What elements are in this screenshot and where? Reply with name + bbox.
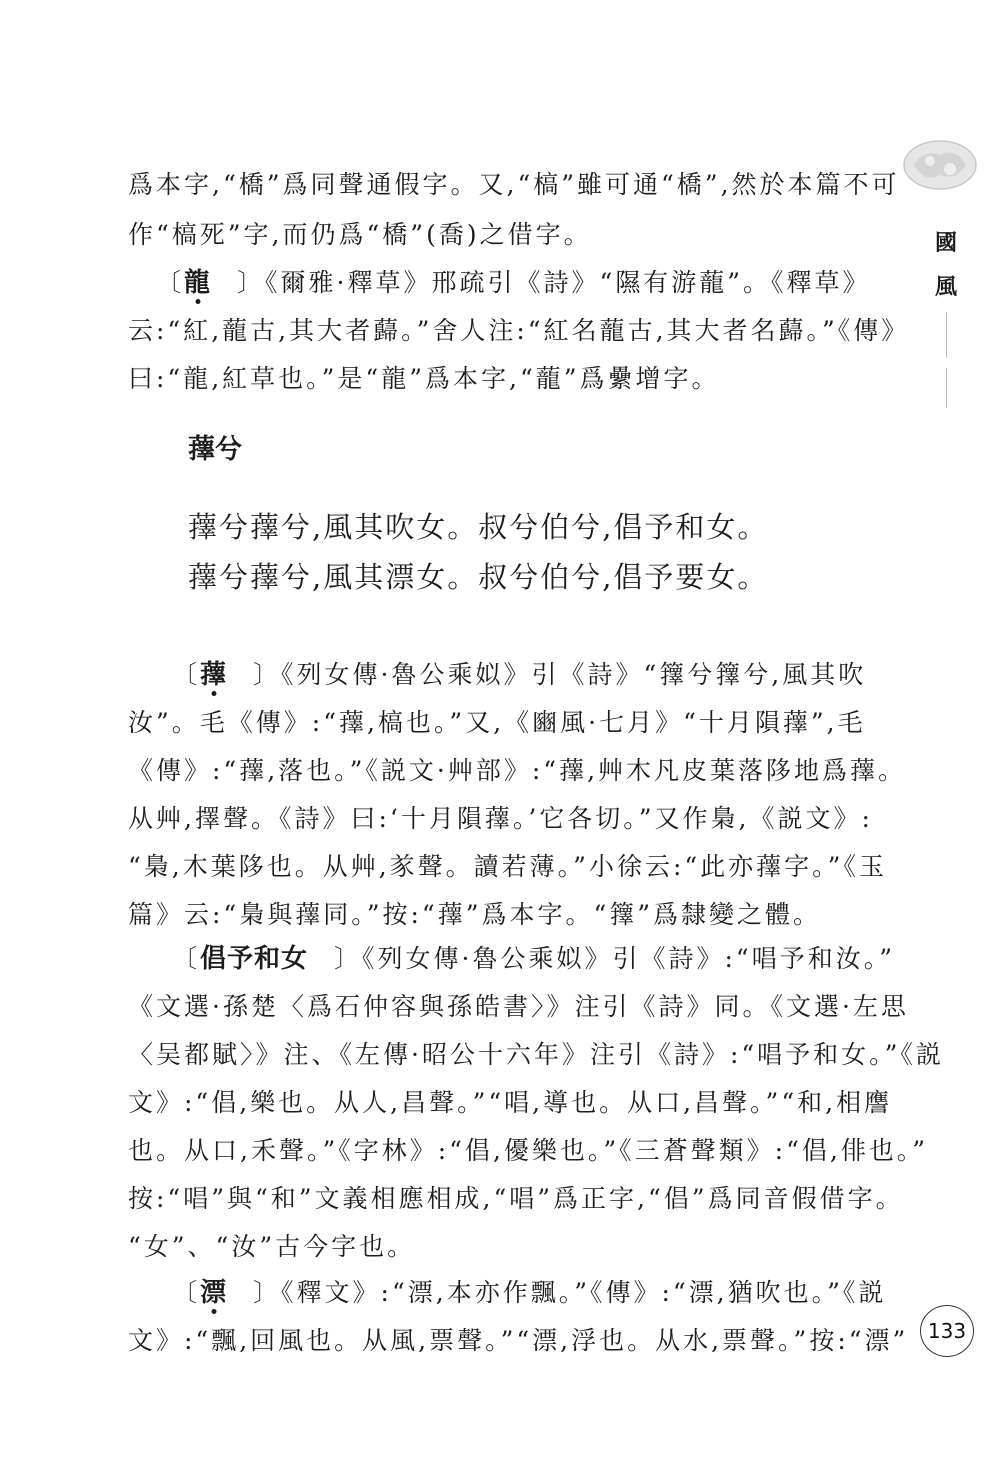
text-line: 云:“紅,蘢古,其大者蘬。”舍人注:“紅名蘢古,其大者名蘬。”《傳》 (128, 316, 910, 345)
entry-head: 龍 (184, 268, 211, 298)
side-section-title (928, 222, 964, 310)
text-line: “女”、“汝”古今字也。 (128, 1232, 416, 1261)
text-line: 文》:“飄,回風也。从風,票聲。”“漂,浮也。从水,票聲。”按:“漂” (128, 1326, 909, 1355)
entry-first-line: 〔蘀 〕《列女傳·魯公乘姒》引《詩》“籜兮籜兮,風其吹 (172, 658, 932, 692)
text-line: “梟,木葉陊也。从艸,㒸聲。讀若薄。”小徐云:“此亦蘀字。”《玉 (128, 852, 887, 881)
entry-head: 倡予和女 (200, 944, 309, 974)
text-line: 文》:“倡,樂也。从人,昌聲。”“唱,導也。从口,昌聲。”“和,相譍 (128, 1088, 893, 1117)
side-rule (946, 368, 947, 408)
text-line: 篇》云:“梟與蘀同。”按:“蘀”爲本字。“籜”爲隸變之體。 (128, 900, 822, 929)
entry-first-line: 〔漂 〕《釋文》:“漂,本亦作飄。”《傳》:“漂,猶吹也。”《説 (172, 1276, 932, 1310)
text-line: 〈吴都賦〉》注、《左傳·昭公十六年》注引《詩》:“唱予和女。”《説 (128, 1040, 944, 1069)
section-title: 蘀兮 (188, 434, 242, 465)
seal-ornament (900, 135, 980, 195)
text-line: 汝”。毛《傳》:“蘀,槁也。”又,《豳風·七月》“十月隕蘀”,毛 (128, 708, 866, 737)
text-line: 也。从口,禾聲。”《字林》:“倡,優樂也。”《三蒼聲類》:“倡,俳也。” (128, 1136, 929, 1165)
entry-text: 《釋文》:“漂,本亦作飄。”《傳》:“漂,猶吹也。”《説 (281, 1278, 887, 1307)
poem-line: 蘀兮蘀兮,風其漂女。叔兮伯兮,倡予要女。 (188, 560, 769, 594)
entry-head: 漂 (200, 1278, 227, 1308)
text-line: 从艸,擇聲。《詩》曰:‘十月隕蘀。’它各切。”又作梟,《説文》: (128, 804, 873, 833)
entry-text: 《列女傳·魯公乘姒》引《詩》“籜兮籜兮,風其吹 (281, 660, 867, 689)
emphasis-dot (195, 299, 200, 304)
text-line: 《文選·孫楚〈爲石仲容與孫皓書〉》注引《詩》同。《文選·左思 (128, 992, 909, 1021)
side-title-char-1: 國 (934, 231, 957, 256)
text-line: 《傳》:“蘀,落也。”《説文·艸部》:“蘀,艸木凡皮葉落陊地爲蘀。 (128, 756, 907, 785)
text-line: 按:“唱”與“和”文義相應相成,“唱”爲正字,“倡”爲同音假借字。 (128, 1184, 904, 1213)
entry-text: 《列女傳·魯公乘姒》引《詩》:“唱予和汝。” (362, 944, 895, 973)
entry-first-line: 〔倡予和女 〕《列女傳·魯公乘姒》引《詩》:“唱予和汝。” (172, 944, 895, 974)
page-number: 133 (920, 1305, 974, 1357)
text-line: 作“槁死”字,而仍爲“橋”(喬)之借字。 (128, 220, 592, 249)
emphasis-dot (211, 691, 216, 696)
entry-first-line: 〔龍 〕《爾雅·釋草》邢疏引《詩》“隰有游蘢”。《釋草》 (156, 266, 916, 300)
emphasis-dot (211, 1309, 216, 1314)
poem-line: 蘀兮蘀兮,風其吹女。叔兮伯兮,倡予和女。 (188, 510, 769, 544)
text-line: 爲本字,“橋”爲同聲通假字。又,“槁”雖可通“橋”,然於本篇不可 (128, 170, 900, 199)
text-line: 曰:“龍,紅草也。”是“龍”爲本字,“蘢”爲纍增字。 (128, 364, 720, 393)
side-title-char-2: 風 (934, 275, 957, 300)
side-rule (946, 312, 947, 358)
entry-head: 蘀 (200, 660, 227, 690)
entry-text: 《爾雅·釋草》邢疏引《詩》“隰有游蘢”。《釋草》 (265, 268, 871, 297)
